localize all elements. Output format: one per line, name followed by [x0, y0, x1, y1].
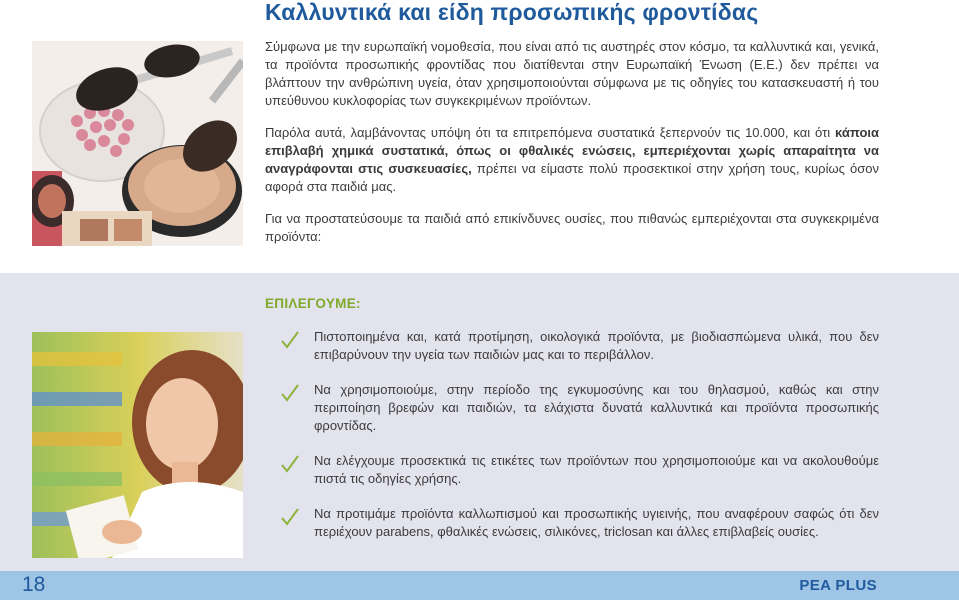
footer-bar	[0, 571, 959, 600]
woman-reading-label-photo	[32, 332, 243, 558]
checkmark-icon	[280, 454, 300, 474]
page-title: Καλλυντικά και είδη προσωπικής φροντίδας	[265, 0, 759, 25]
page-number: 18	[22, 573, 46, 596]
intro-paragraph-1: Σύμφωνα με την ευρωπαϊκή νομοθεσία, που είναι από τις αυστηρές στον κόσμο, τα καλλυντικά και, γενικά, τα προϊόντα προσωπικής φροντίδας που διατίθενται στην Ευρωπαϊκή Ένωση (Ε.Ε.) δεν πρέπει να βλάπτουν την ανθρώπινη υγεία, όταν χρησιμοποιούνται σύμφωνα με τις οδηγίες του κατασκευαστή ή του υπεύθυνου κυκλοφορίας των συγκεκριμένων προϊόντων.	[265, 39, 879, 108]
checkmark-icon	[280, 330, 300, 350]
list-item-text: Πιστοποιημένα και, κατά προτίμηση, οικολογικά προϊόντα, με βιοδιασπώμενα υλικά, που δεν επιβαρύνουν την υγεία των παιδιών μας και το περιβάλλον.	[314, 329, 879, 362]
makeup-photo	[32, 41, 243, 246]
list-item-text: Να ελέγχουμε προσεκτικά τις ετικέτες των προϊόντων που χρησιμοποιούμε και να ακολουθούμε πιστά τις οδηγίες χρήσης.	[314, 453, 879, 486]
checkmark-icon	[280, 383, 300, 403]
brand-name: PEA PLUS	[799, 577, 877, 594]
intro-paragraph-2: Παρόλα αυτά, λαμβάνοντας υπόψη ότι τα επιτρεπόμενα συστατικά ξεπερνούν τις 10.000, και ότι κάποια επιβλαβή χημικά συστατικά, όπως οι φθαλικές ενώσεις, εμπεριέχονται χωρίς απαραίτητα να αναγράφονται στις συσκευασίες, πρέπει να είμαστε πολύ προσεκτικοί στην χρήση τους, κυρίως όσον αφορά στα παιδιά μας.	[265, 125, 879, 194]
intro-bold-warning: κάποια επιβλαβή χημικά συστατικά, όπως οι φθαλικές ενώσεις, εμπεριέχονται χωρίς απαραίτητα να αναγράφονται στις συσκευασίες,	[265, 125, 879, 176]
list-item-text: Να προτιμάμε προϊόντα καλλωπισμού και προσωπικής υγιεινής, που αναφέρουν σαφώς ότι δεν περιέχουν parabens, φθαλικές ενώσεις, σιλικόνες, triclosan και άλλες επιβλαβείς ουσίες.	[314, 506, 879, 539]
choose-heading: ΕΠΙΛΕΓΟΥΜΕ:	[265, 296, 361, 311]
list-item-text: Να χρησιμοποιούμε, στην περίοδο της εγκυμοσύνης και του θηλασμού, καθώς και στην περιποίηση βρεφών και παιδιών, τα ελάχιστα δυνατά καλλυντικά και προϊόντα προσωπικής φροντίδας.	[314, 382, 879, 433]
intro-text	[265, 38, 879, 260]
checkmark-icon	[280, 507, 300, 527]
intro-paragraph-3: Για να προστατεύσουμε τα παιδιά από επικίνδυνες ουσίες, που πιθανώς εμπεριέχονται στα συγκεκριμένα προϊόντα:	[265, 211, 879, 244]
